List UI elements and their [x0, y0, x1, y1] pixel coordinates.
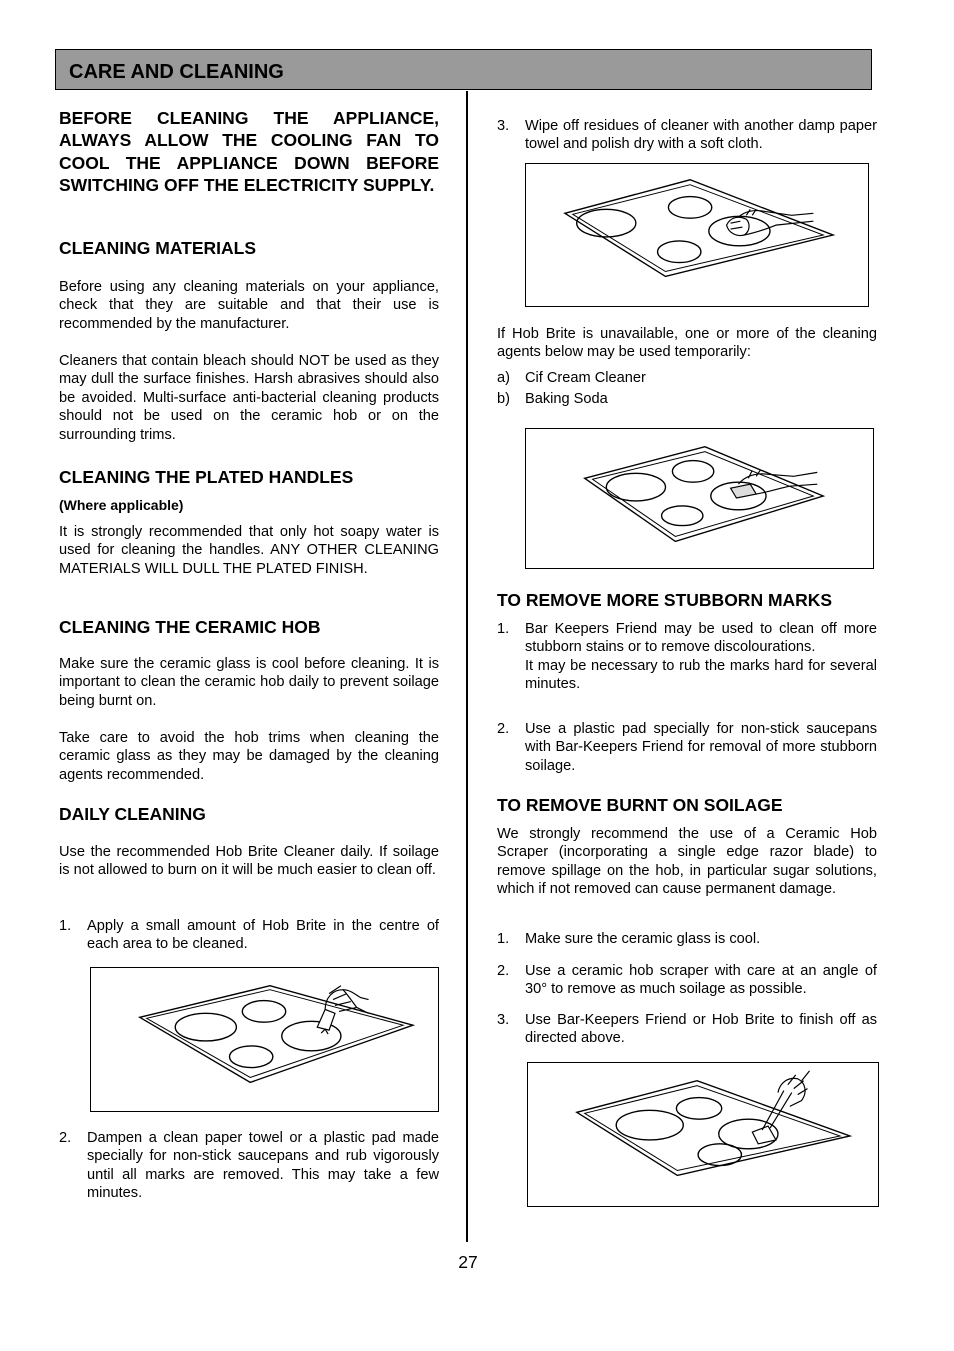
list-number: 2.	[497, 963, 510, 979]
list-text-part: It may be necessary to rub the marks hard for several minutes.	[525, 657, 877, 693]
section-header-bar	[55, 49, 872, 90]
list-text	[525, 620, 877, 694]
list-text: Use a plastic pad specially for non-stick saucepans with Bar-Keepers Friend for removal of more stubborn soilage.	[525, 721, 877, 774]
hob-zone-icon	[282, 1021, 341, 1051]
list-text: Use Bar-Keepers Friend or Hob Brite to finish off as directed above.	[525, 1012, 877, 1047]
daily-paragraph: Use the recommended Hob Brite Cleaner daily. If soilage is not allowed to burn on it will be much easier to clean off.	[59, 844, 439, 879]
list-item	[497, 620, 877, 694]
handles-paragraph: It is strongly recommended that only hot soapy water is used for cleaning the handles. ANY OTHER CLEANING MATERIALS WILL DULL THE PLATED FINISH.	[59, 524, 439, 577]
alternatives-paragraph: If Hob Brite is unavailable, one or more of the cleaning agents below may be used temporarily:	[497, 326, 877, 361]
list-item	[497, 117, 877, 154]
bottle-hand-icon	[317, 986, 368, 1034]
heading-plated-handles: CLEANING THE PLATED HANDLES	[59, 467, 354, 487]
list-number: 2.	[497, 721, 510, 737]
scraper-hand-icon	[752, 1071, 809, 1144]
hob-illustration	[91, 968, 438, 1111]
hob-zone-icon	[577, 209, 636, 237]
hob-wiping-cloth-illustration	[525, 163, 869, 307]
page-number: 27	[458, 1252, 478, 1272]
hob-outline	[577, 1081, 850, 1176]
list-item	[497, 962, 877, 999]
materials-paragraph-2: Cleaners that contain bleach should NOT be used as they may dull the surface finishes. Harsh abrasives should also be avoided. Multi-surface anti-bacterial cleaning products should not be used on the ceramic hob or on the surrounding trims.	[59, 353, 439, 443]
hob-outline	[140, 986, 413, 1083]
list-item	[497, 1011, 877, 1048]
burnt-paragraph: We strongly recommend the use of a Ceramic Hob Scraper (incorporating a single edge razor blade) to remove spillage on the hob, in particular sugar solutions, which if not removed can cause permanent damage.	[497, 826, 877, 898]
ceramic-paragraph-2: Take care to avoid the hob trims when cleaning the ceramic glass as they may be damaged by the cleaning agents recommended.	[59, 730, 439, 783]
list-letter: a)	[497, 370, 510, 386]
hob-illustration	[526, 164, 868, 306]
hob-outline	[565, 180, 833, 277]
list-number: 3.	[497, 1012, 510, 1028]
materials-paragraph-1: Before using any cleaning materials on your appliance, check that they are suitable and that their use is recommended by the manufacturer.	[59, 279, 439, 332]
page-title: CARE AND CLEANING	[69, 61, 284, 83]
hob-illustration	[526, 429, 873, 568]
list-item	[497, 369, 877, 387]
hob-zone-icon	[229, 1046, 272, 1068]
list-text: Baking Soda	[525, 391, 608, 407]
list-number: 1.	[497, 931, 510, 947]
heading-ceramic-hob: CLEANING THE CERAMIC HOB	[59, 617, 321, 637]
hob-zone-icon	[668, 197, 711, 219]
hob-applying-cleaner-illustration	[90, 967, 439, 1112]
hob-outline	[585, 447, 824, 542]
hob-zone-icon	[672, 461, 713, 483]
heading-cleaning-materials: CLEANING MATERIALS	[59, 238, 257, 258]
list-text: Wipe off residues of cleaner with another damp paper towel and polish dry with a soft cloth.	[525, 118, 877, 153]
list-text: Apply a small amount of Hob Brite in the centre of each area to be cleaned.	[87, 918, 439, 953]
list-item	[497, 720, 877, 775]
hob-zone-icon	[698, 1144, 741, 1166]
hob-zone-icon	[606, 473, 665, 501]
list-text: Make sure the ceramic glass is cool.	[525, 931, 761, 947]
heading-burnt-soilage: TO REMOVE BURNT ON SOILAGE	[497, 795, 783, 815]
hob-scraping-illustration	[527, 1062, 879, 1207]
hob-zone-icon	[676, 1098, 721, 1120]
list-item	[59, 917, 439, 954]
hob-scrubbing-pad-illustration	[525, 428, 874, 569]
list-text: Use a ceramic hob scraper with care at an angle of 30° to remove as much soilage as possible.	[525, 963, 877, 998]
column-divider	[466, 91, 468, 1242]
safety-warning: BEFORE CLEANING THE APPLIANCE, ALWAYS ALLOW THE COOLING FAN TO COOL THE APPLIANCE DOWN BEFORE SWITCHING OFF THE ELECTRICITY SUPPLY.	[59, 108, 439, 195]
handles-subheading: (Where applicable)	[59, 497, 184, 513]
hob-zone-icon	[242, 1001, 285, 1023]
hob-zone-icon	[662, 506, 703, 526]
list-text: Dampen a clean paper towel or a plastic pad made specially for non-stick saucepans and rub vigorously until all marks are removed. This may take a few minutes.	[87, 1130, 439, 1202]
hob-zone-icon	[616, 1110, 683, 1140]
hob-zone-icon	[175, 1013, 236, 1041]
list-item	[497, 390, 877, 408]
list-text-part: Bar Keepers Friend may be used to clean off more stubborn stains or to remove discolourations.	[525, 621, 877, 656]
heading-daily-cleaning: DAILY CLEANING	[59, 804, 206, 824]
heading-stubborn-marks: TO REMOVE MORE STUBBORN MARKS	[497, 590, 833, 610]
hob-zone-icon	[658, 241, 701, 263]
list-letter: b)	[497, 391, 510, 407]
ceramic-paragraph-1: Make sure the ceramic glass is cool before cleaning. It is important to clean the ceramic hob daily to prevent soilage being burnt on.	[59, 656, 439, 709]
list-item	[497, 930, 877, 948]
pad-hand-icon	[731, 470, 818, 498]
hob-illustration	[528, 1063, 878, 1206]
list-number: 2.	[59, 1130, 72, 1146]
list-number: 1.	[497, 621, 510, 637]
list-number: 1.	[59, 918, 72, 934]
list-number: 3.	[497, 118, 510, 134]
list-item	[59, 1129, 439, 1203]
list-text: Cif Cream Cleaner	[525, 370, 646, 386]
